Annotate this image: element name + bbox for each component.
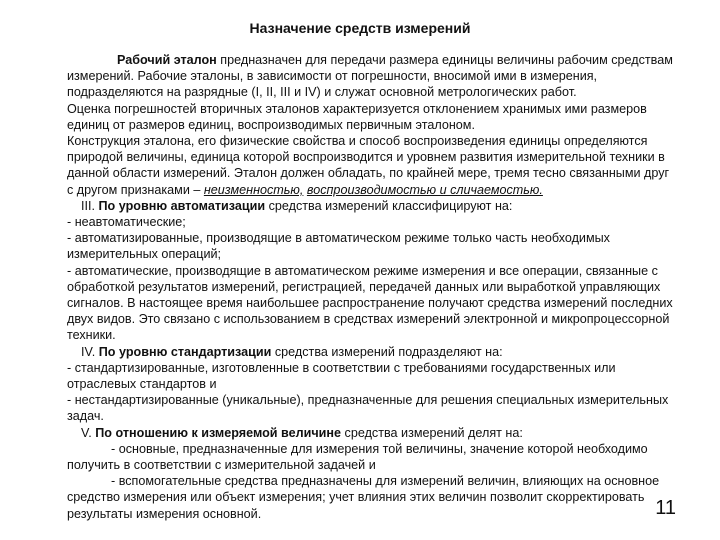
section-bold-label: По уровню автоматизации — [98, 198, 266, 213]
section-heading-measured-quantity — [67, 425, 673, 441]
list-item: - нестандартизированные (уникальные), предназначенные для решения специальных измерительных задач. — [67, 393, 669, 424]
document-body — [67, 52, 673, 522]
list-item: - вспомогательные средства предназначены для измерений величин, влияющих на основное средство измерения или объект измерения; учет влияния этих величин позволит скорректировать результаты измерения основной. — [67, 474, 660, 521]
page-title: Назначение средств измерений — [249, 20, 471, 36]
section-number: III. — [81, 198, 99, 213]
paragraph-working-standard — [67, 52, 673, 101]
paragraph-text: предназначен для передачи размера единицы величины рабочим средствам измерений. Рабочие эталоны, в зависимости от погрешности, вносимой ими в измерения, подразделяются на разрядные (I, II, III и IV) и служат основной метрологических работ. — [67, 53, 673, 100]
list-item: - автоматизированные, производящие в автоматическом режиме только часть необходимых измерительных операций; — [67, 231, 610, 262]
section-text: средства измерений делят на: — [341, 425, 523, 440]
section-heading-standardization — [67, 344, 673, 360]
section-number: V. — [81, 425, 96, 440]
page-number: 11 — [655, 497, 676, 519]
list-item: - автоматические, производящие в автоматическом режиме измерения и все операции, связанные с обработкой результатов измерений, регистрацией, передачей данных или выработкой управляющих сигналов. В настоящее время наибольшее распространение получают средства измерений последних двух видов. Это связано с использованием в средствах измерений электронной и микропроцессорной техники. — [67, 263, 673, 343]
section-number: IV. — [81, 344, 99, 359]
section-text: средства измерений классифицируют на: — [265, 198, 513, 213]
section-text: средства измерений подразделяют на: — [271, 344, 503, 359]
list-item: - неавтоматические; — [67, 215, 186, 230]
paragraph-text: Конструкция эталона, его физические свойства и способ воспроизведения единицы определяются природой величины, единица которой воспроизводится и уровнем развития измерительной техники в данной области измерений. Эталон должен обладать, по крайней мере, тремя тесно связанными друг с другом признаками – — [67, 134, 670, 197]
section-bold-label: По отношению к измеряемой величине — [95, 425, 342, 440]
list-item: - стандартизированные, изготовленные в соответствии с требованиями государственных или отраслевых стандартов и — [67, 360, 616, 392]
property-reproducibility: воспроизводимостью и сличаемостью. — [306, 182, 543, 197]
term-working-standard: Рабочий эталон — [117, 53, 217, 67]
list-item: - основные, предназначенные для измерения той величины, значение которой необходимо получить в соответствии с измерительной задачей и — [67, 441, 648, 473]
property-invariability: неизменностью, — [203, 182, 304, 197]
section-bold-label: По уровню стандартизации — [98, 344, 272, 359]
paragraph-error-estimation: Оценка погрешностей вторичных эталонов характеризуется отклонением хранимых ими размеров единиц от размеров единиц, воспроизводимых первичным эталоном. — [67, 101, 647, 132]
paragraph-standard-construction — [67, 133, 673, 198]
section-heading-automation — [67, 198, 673, 214]
